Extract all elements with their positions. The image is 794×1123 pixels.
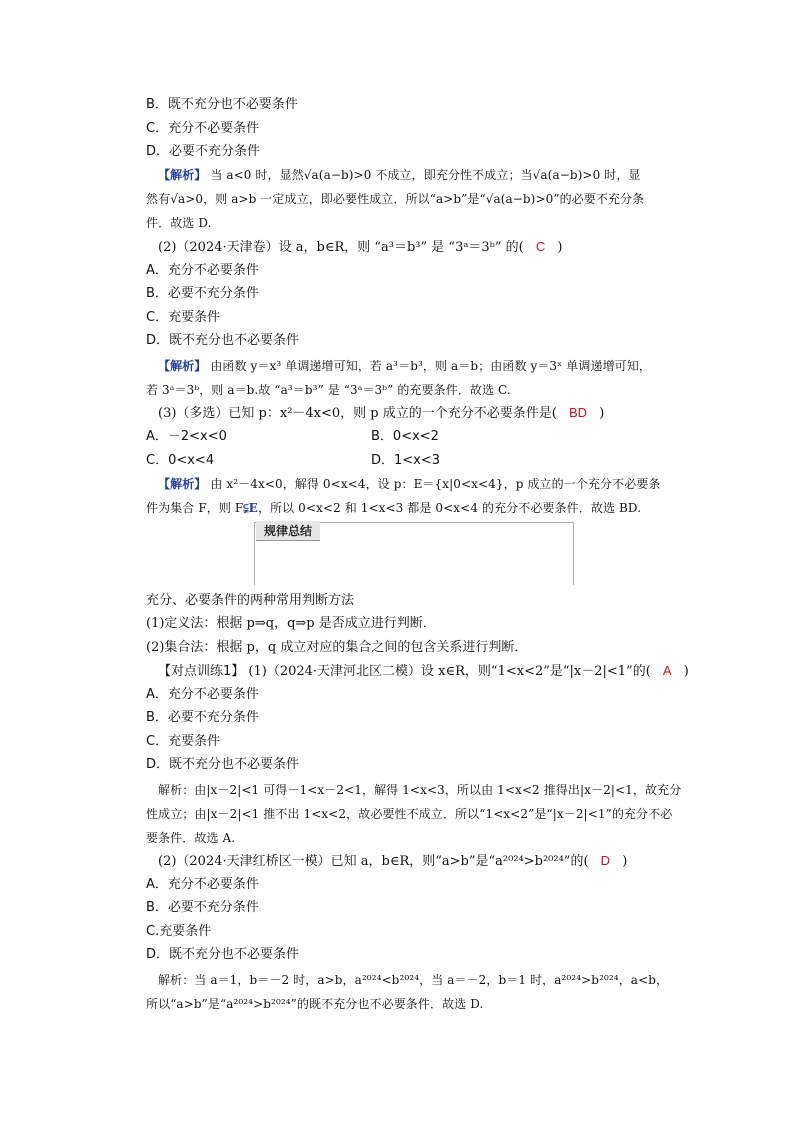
analysis-line: 【解析】 由函数 y＝x³ 单调递增可知，若 a³＝b³，则 a＝b；由函数 y＝3ˣ 单调递增可知， [158,359,651,373]
option-a: A．充分不必要条件 [146,687,259,702]
analysis-line: 然有√a>0，则 a>b 一定成立，即必要性成立．所以“a>b”是“√a(a−b)>0”的必要不充分条 [146,192,645,206]
answer: C [535,239,546,254]
analysis-line: 性成立；由|x－2|<1 推不出 1<x<2，故必要性不成立．所以“1<x<2”是“|x－2|<1”的充分不必 [146,807,673,821]
option-d: D．既不充分也不必要条件 [146,947,300,962]
analysis-tag: 【解析】 [158,168,207,182]
option-b: B．既不充分也不必要条件 [146,97,298,112]
option-b: B．必要不充分条件 [146,710,259,725]
analysis-line: 要条件．故选 A. [146,831,236,845]
analysis-line: 解析：由|x－2|<1 可得－1<x－2<1，解得 1<x<3，所以由 1<x<2 推得出|x－2|<1，故充分 [158,783,682,797]
option-d: D．1<x<3 [371,453,441,468]
analysis-line: 件．故选 D. [146,216,212,230]
option-b: B．0<x<2 [371,429,439,444]
analysis-line: 件为集合 F，则 F⫋E，所以 0<x<2 和 1<x<3 都是 0<x<4 的充分不必要条件．故选 BD. [146,501,642,515]
summary-method-2: (2)集合法：根据 p，q 成立对应的集合之间的包含关系进行判断． [146,640,528,655]
option-b: B．必要不充分条件 [146,900,259,915]
training-title: 【对点训练1】 [158,664,245,679]
summary-heading: 充分、必要条件的两种常用判断方法 [146,593,355,608]
question-stem: (2)（2024·天津卷）设 a，b∈R，则 “a³＝b³” 是 “3ᵃ＝3ᵇ” 的( C ) [158,239,563,255]
option-a: A．充分不必要条件 [146,877,259,892]
analysis-tag: 【解析】 [158,359,207,373]
training-question-2: (2)（2024·天津红桥区一模）已知 a，b∈R，则“a>b”是“a²⁰²⁴>b²⁰²⁴”的( D ) [158,853,628,869]
analysis-line: 若 3ᵃ＝3ᵇ，则 a＝b.故 “a³＝b³” 是 “3ᵃ＝3ᵇ” 的充要条件．故选 C. [146,383,511,397]
option-c: C．充分不必要条件 [146,121,260,136]
option-c: C．充要条件 [146,310,221,325]
option-d: D．必要不充分条件 [146,144,261,159]
proper-subset-symbol: ⫋E [243,501,258,515]
answer: BD [568,405,588,420]
training-question-1: 【对点训练1】 (1)（2024·天津河北区二模）设 x∈R，则“1<x<2”是“|x－2|<1”的( A ) [158,663,689,679]
option-c: C．0<x<4 [146,453,215,468]
analysis-line: 【解析】 当 a<0 时，显然√a(a−b)>0 不成立，即充分性不成立；当√a(a−b)>0 时，显 [158,168,641,182]
option-c: C.充要条件 [146,924,212,939]
summary-method-1: (1)定义法：根据 p⇒q，q⇒p 是否成立进行判断． [146,616,436,631]
option-d: D．既不充分也不必要条件 [146,757,300,772]
option-a: A．－2<x<0 [146,429,227,444]
analysis-line: 所以“a>b”是“a²⁰²⁴>b²⁰²⁴”的既不充分也不必要条件．故选 D. [146,997,484,1011]
question-stem: (3)（多选）已知 p：x²－4x<0，则 p 成立的一个充分不必要条件是( BD ) [158,405,605,421]
option-d: D．既不充分也不必要条件 [146,333,300,348]
option-a: A．充分不必要条件 [146,263,259,278]
answer: D [600,853,611,868]
option-b: B．必要不充分条件 [146,286,259,301]
answer: A [662,663,672,678]
option-c: C．充要条件 [146,734,221,749]
analysis-tag: 【解析】 [158,477,207,491]
summary-box-title: 规律总结 [256,521,320,541]
analysis-line: 【解析】 由 x²－4x<0，解得 0<x<4，设 p：E＝{x|0<x<4}，p 成立的一个充分不必要条 [158,477,661,491]
analysis-line: 解析：当 a＝1，b＝－2 时，a>b，a²⁰²⁴<b²⁰²⁴，当 a＝－2，b＝1 时，a²⁰²⁴>b²⁰²⁴，a<b， [158,973,669,987]
